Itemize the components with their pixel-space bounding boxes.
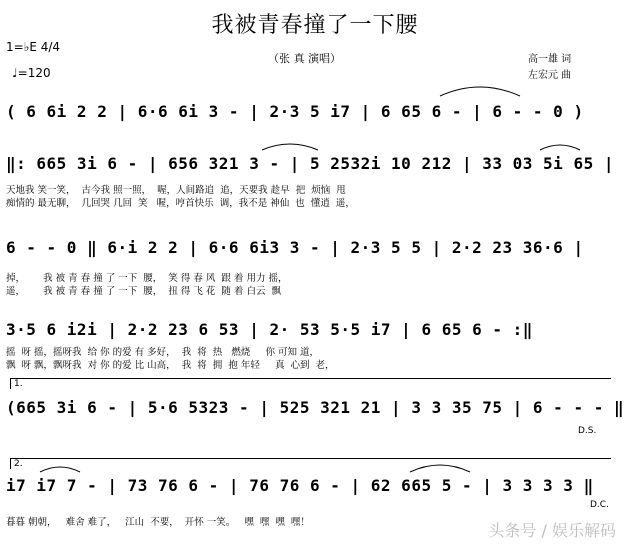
lyrics-verse-2: 飘 呀 飘，飘呀我 对 你 的爱 比 山高， 我 将 拥 抱 年轻 真 心到 老，: [6, 360, 335, 371]
key-signature: 1=♭E 4/4: [6, 40, 61, 54]
notes-line: 3·5 6 i2i | 2·2 23 6 53 | 2· 53 5·5 i7 | 6 65 6 - :‖: [6, 320, 533, 339]
slur-arc: [262, 144, 318, 150]
song-title: 我被青春撞了一下腰: [211, 13, 419, 38]
notes-line: ‖: 665 3i 6 - | 656 321 3 - | 5 2532i 10 212 | 33 03 5i 65 |: [6, 154, 614, 173]
lyrics-verse-2: 痴情的 最无聊， 几回哭 几回 笑 喔，哼首快乐 调，我不是 神仙 也 懂逍 遥，: [6, 198, 355, 209]
slur-arc: [540, 145, 580, 150]
notes-line: i7 i7 7 - | 73 76 6 - | 76 76 6 - | 62 665 5 - | 3 3 3 3 ‖: [6, 476, 594, 495]
dc-marking: D.C.: [590, 500, 609, 510]
performer-credit: （张 真 演唱）: [268, 52, 341, 65]
lyrics-ending: 暮暮 朝朝， 难舍 难了， 江山 不要， 开怀 一笑。 嘿 嘿 嘿 嘿！: [6, 517, 310, 528]
notes-line: ( 6 6i 2 2 | 6·6 6i 3 - | 2·3 5 i7 | 6 65 6 - | 6 - - 0 ): [6, 102, 584, 121]
slur-arc: [410, 465, 470, 472]
lyricist-credit: 高一雄 词: [528, 54, 572, 65]
notes-line: 6 - - 0 ‖ 6·i 2 2 | 6·6 6i3 3 - | 2·3 5 5 | 2·2 23 36·6 |: [6, 238, 584, 257]
lyrics-verse-1: 摇 呀 摇，摇呀我 给 你 的爱 有 多好， 我 将 热 燃烧 你 可知 道，: [6, 347, 319, 358]
composer-credit: 左宏元 曲: [528, 70, 572, 81]
watermark-text: 头条号 / 娱乐解码: [488, 521, 616, 540]
lyrics-verse-1: 天地我 笑一笑， 古今我 照一照， 喔，人间路追 追，天要我 趁早 把 烦恼 甩: [6, 185, 346, 196]
ds-marking: D.S.: [578, 426, 597, 436]
volta-2-label: 2.: [14, 459, 23, 469]
lyrics-verse-2: 遥， 我 被 青 春 撞 了 一下 腰， 扭 得 飞 花 随 着 白云 飘: [6, 286, 281, 297]
tie-arc: [440, 87, 520, 96]
notes-line: (665 3i 6 - | 5·6 5323 - | 525 321 21 | 3 3 35 75 | 6 - - - ‖: [6, 398, 625, 417]
slur-arc: [40, 467, 80, 472]
lyrics-verse-1: 掉， 我 被 青 春 撞 了 一下 腰， 笑 得 春 风 跟 着 用力 摇，: [6, 273, 288, 284]
volta-1-label: 1.: [14, 379, 23, 389]
tempo-marking: ♩=120: [12, 66, 51, 80]
